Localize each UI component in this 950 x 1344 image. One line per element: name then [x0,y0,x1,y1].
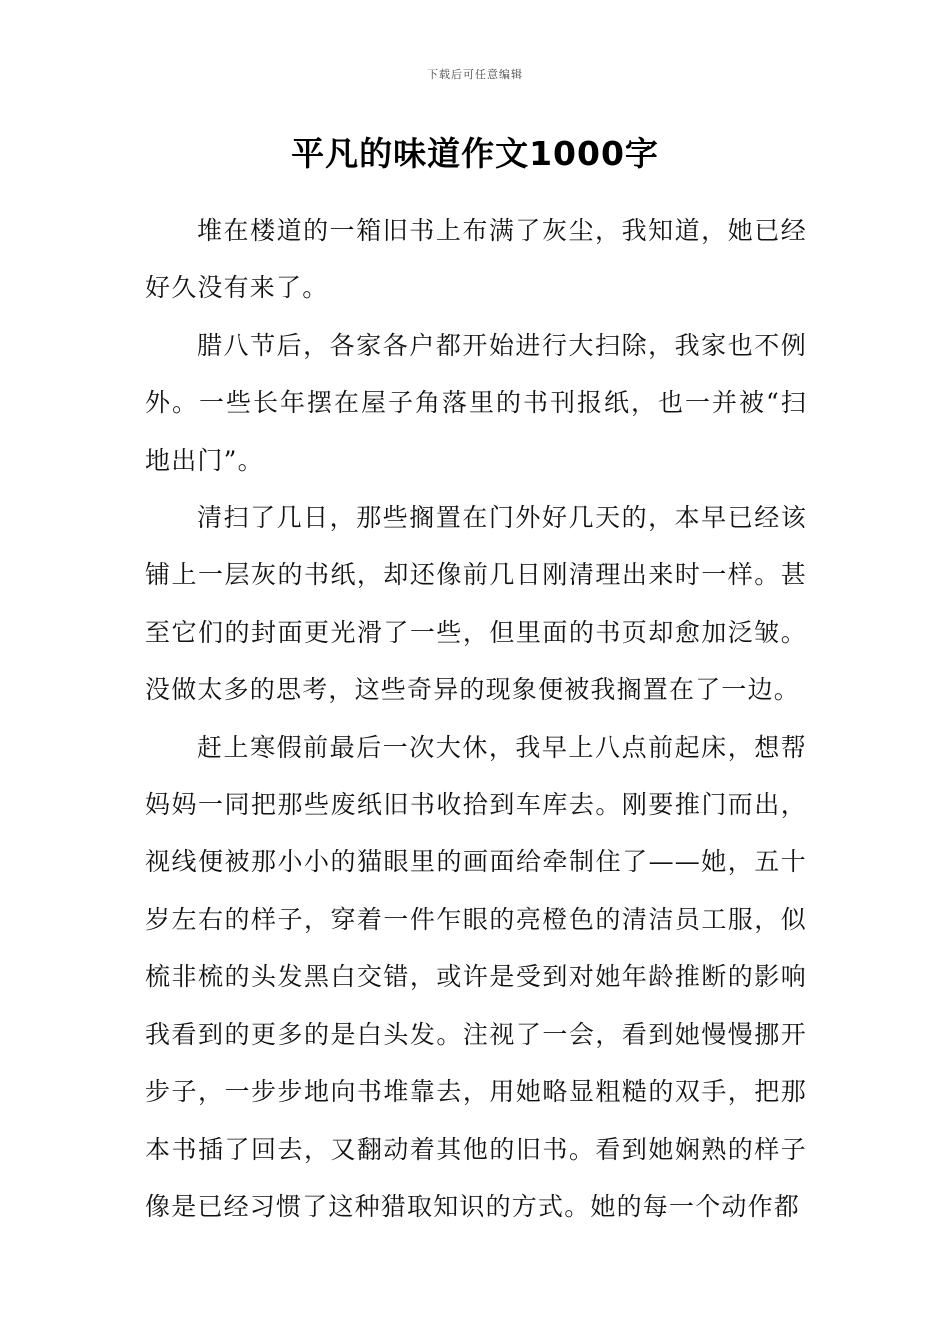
document-body [145,202,807,1235]
paragraph: 赶上寒假前最后一次大休，我早上八点前起床，想帮妈妈一同把那些废纸旧书收拾到车库去。刚要推门而出，视线便被那小小的猫眼里的画面给牵制住了——她，五十岁左右的样子，穿着一件乍眼的亮橙色的清洁员工服，似梳非梳的头发黑白交错，或许是受到对她年龄推断的影响我看到的更多的是白头发。注视了一会，看到她慢慢挪开步子，一步步地向书堆靠去，用她略显粗糙的双手，把那本书插了回去，又翻动着其他的旧书。看到她娴熟的样子像是已经习惯了这种猎取知识的方式。她的每一个动作都 [145,732,807,1221]
document-title: 平凡的味道作文1000字 [291,134,659,173]
header-note: 下载后可任意编辑 [427,68,523,81]
paragraph: 堆在楼道的一箱旧书上布满了灰尘，我知道，她已经好久没有来了。 [145,216,807,303]
paragraph: 清扫了几日，那些搁置在门外好几天的，本早已经该铺上一层灰的书纸，却还像前几日刚清理出来时一样。甚至它们的封面更光滑了一些，但里面的书页却愈加泛皱。没做太多的思考，这些奇异的现象便被我搁置在了一边。 [145,503,807,705]
paragraph: 腊八节后，各家各户都开始进行大扫除，我家也不例外。一些长年摆在屋子角落里的书刊报纸，也一并被“扫地出门”。 [145,330,807,475]
